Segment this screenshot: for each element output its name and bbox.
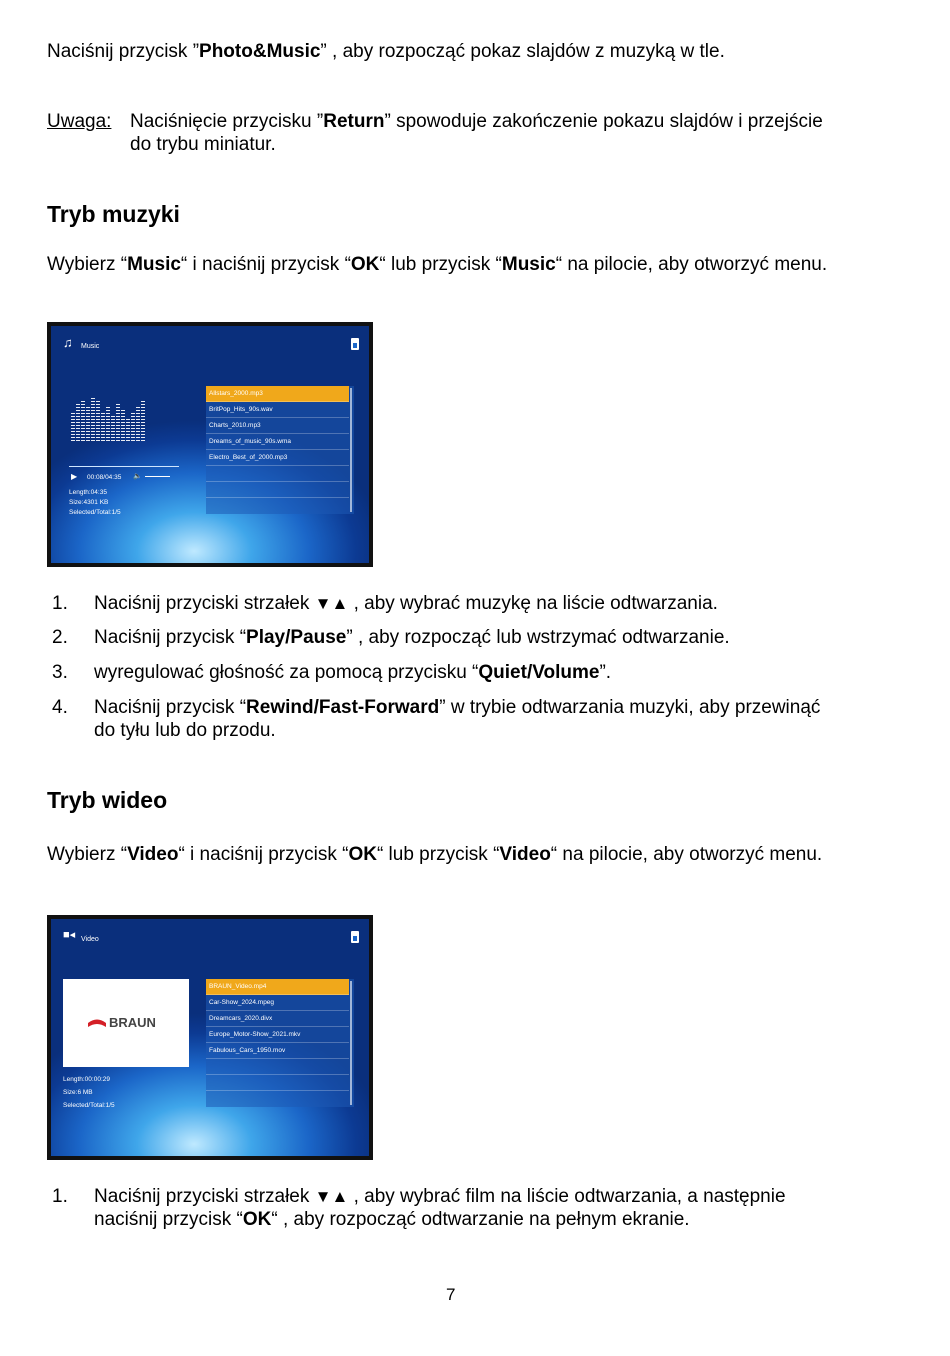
equalizer-bar — [126, 417, 130, 441]
equalizer-bar — [101, 413, 105, 441]
equalizer-bar — [121, 409, 125, 441]
list-item: Allstars_2000.mp3 — [206, 386, 349, 402]
equalizer-bar — [76, 403, 80, 441]
list-item-empty — [206, 1059, 349, 1075]
text: Naciśnij przyciski strzałek — [94, 1186, 315, 1207]
list-item: Dreamcars_2020.divx — [206, 1011, 349, 1027]
length-info: Length:04:35 — [69, 489, 107, 496]
logo-text: BRAUN — [109, 1015, 156, 1030]
text: Naciśnij przycisk ” — [47, 41, 200, 62]
arrow-keys-icon: ▼▲ — [314, 1187, 349, 1206]
volume-bar — [145, 476, 170, 477]
equalizer-bar — [111, 415, 115, 441]
note-label: Uwaga: — [47, 111, 112, 132]
text: ” w trybie odtwarzania muzyki, aby przewinąć do tyłu lub do przodu. — [94, 697, 821, 741]
list-item: Charts_2010.mp3 — [206, 418, 349, 434]
list-item-empty — [206, 466, 349, 482]
equalizer-bar — [106, 407, 110, 441]
arrow-keys-icon: ▼▲ — [314, 594, 349, 613]
text: ” spowoduje zakończenie pokazu slajdów i przejście do trybu miniatur. — [130, 111, 823, 155]
bold-text: OK — [350, 254, 380, 275]
scrollbar — [350, 388, 352, 512]
equalizer-bar — [71, 411, 75, 441]
text: “ i naciśnij przycisk “ — [180, 254, 351, 275]
note-text — [130, 110, 830, 156]
play-icon: ▶ — [71, 472, 78, 481]
equalizer-bar — [136, 405, 140, 441]
text: “ na pilocie, aby otworzyć menu. — [550, 844, 823, 865]
video-screen-image — [47, 915, 373, 1160]
bold-text: Rewind/Fast-Forward — [246, 697, 440, 718]
step-number: 1. — [52, 1186, 68, 1207]
bold-text: Photo&Music — [199, 41, 321, 62]
bold-text: Music — [501, 254, 556, 275]
volume-icon: 🔈 — [133, 473, 142, 480]
bold-text: Return — [323, 111, 385, 132]
music-screen-image — [47, 322, 373, 567]
video-camera-icon: ■◂ — [63, 929, 76, 941]
equalizer-bar — [91, 397, 95, 441]
sd-card-icon — [351, 338, 359, 350]
list-item: Europe_Motor-Show_2021.mkv — [206, 1027, 349, 1043]
text: “ lub przycisk “ — [379, 254, 502, 275]
text: “ lub przycisk “ — [376, 844, 500, 865]
text: ” , aby rozpocząć pokaz slajdów z muzyką w tle. — [320, 41, 725, 62]
text: Wybierz “ — [47, 254, 128, 275]
intro-paragraph — [47, 40, 847, 63]
bold-text: Play/Pause — [246, 627, 347, 648]
step-text — [94, 1185, 842, 1231]
equalizer-bar — [86, 405, 90, 441]
selected-info: Selected/Total:1/5 — [69, 509, 121, 516]
play-time: 00:08/04:35 — [87, 474, 122, 481]
text: Naciśnij przycisk “ — [94, 627, 247, 648]
list-item-empty — [206, 1075, 349, 1091]
page-number: 7 — [446, 1285, 456, 1304]
bold-text: Video — [127, 844, 179, 865]
bold-text: Video — [499, 844, 551, 865]
text: Naciśnij przycisk “ — [94, 697, 247, 718]
equalizer-graphic — [71, 396, 151, 441]
list-item: BritPop_Hits_90s.wav — [206, 402, 349, 418]
equalizer-bar — [96, 401, 100, 441]
step-text — [94, 592, 842, 615]
step-text — [94, 626, 842, 649]
equalizer-bar — [81, 399, 85, 441]
music-screen — [51, 326, 369, 563]
video-screen — [51, 919, 369, 1156]
screen-title: Music — [81, 343, 100, 350]
list-item: Car-Show_2024.mpeg — [206, 995, 349, 1011]
text: wyregulować głośność za pomocą przycisku “ — [94, 662, 479, 683]
braun-mark-icon — [87, 1017, 107, 1028]
list-item: BRAUN_Video.mp4 — [206, 979, 349, 995]
text: Naciśnij przyciski strzałek — [94, 593, 315, 614]
step-number: 1. — [52, 593, 68, 614]
video-intro — [47, 843, 847, 866]
step-text — [94, 661, 842, 684]
bold-text: Music — [127, 254, 181, 275]
file-list — [206, 979, 354, 1107]
text: ”. — [599, 662, 612, 683]
step-text — [94, 696, 842, 742]
text: ” , aby rozpocząć lub wstrzymać odtwarzanie. — [346, 627, 730, 648]
text: Naciśnięcie przycisku ” — [130, 111, 324, 132]
selected-info: Selected/Total:1/5 — [63, 1102, 115, 1109]
size-info: Size:4301 KB — [69, 499, 109, 506]
screen-title: Video — [81, 936, 99, 943]
text: , aby wybrać muzykę na liście odtwarzania. — [348, 593, 718, 614]
length-info: Length:00:00:29 — [63, 1076, 110, 1083]
list-item: Electro_Best_of_2000.mp3 — [206, 450, 349, 466]
file-list — [206, 386, 354, 514]
step-number: 2. — [52, 627, 68, 648]
bold-text: OK — [348, 844, 377, 865]
text: , aby wybrać film na liście odtwarzania, a następnie naciśnij przycisk “ — [94, 1186, 786, 1230]
video-thumbnail — [63, 979, 189, 1067]
music-note-icon: ♫ — [63, 335, 73, 350]
video-heading: Tryb wideo — [47, 787, 168, 813]
list-item: Dreams_of_music_90s.wma — [206, 434, 349, 450]
list-item: Fabulous_Cars_1950.mov — [206, 1043, 349, 1059]
braun-logo — [87, 1015, 167, 1031]
list-item-empty — [206, 482, 349, 498]
equalizer-bar — [141, 401, 145, 441]
step-number: 4. — [52, 697, 68, 718]
progress-bar — [69, 466, 179, 467]
sd-card-icon — [351, 931, 359, 943]
equalizer-bar — [131, 411, 135, 441]
music-intro — [47, 253, 847, 276]
text: “ na pilocie, aby otworzyć menu. — [555, 254, 828, 275]
text: “ i naciśnij przycisk “ — [178, 844, 349, 865]
equalizer-bar — [116, 403, 120, 441]
step-number: 3. — [52, 662, 68, 683]
text: “ , aby rozpocząć odtwarzanie na pełnym ekranie. — [271, 1209, 690, 1230]
music-heading: Tryb muzyki — [47, 201, 180, 227]
bold-text: Quiet/Volume — [478, 662, 600, 683]
text: Wybierz “ — [47, 844, 128, 865]
bold-text: OK — [242, 1209, 272, 1230]
scrollbar — [350, 981, 352, 1105]
size-info: Size:6 MB — [63, 1089, 93, 1096]
